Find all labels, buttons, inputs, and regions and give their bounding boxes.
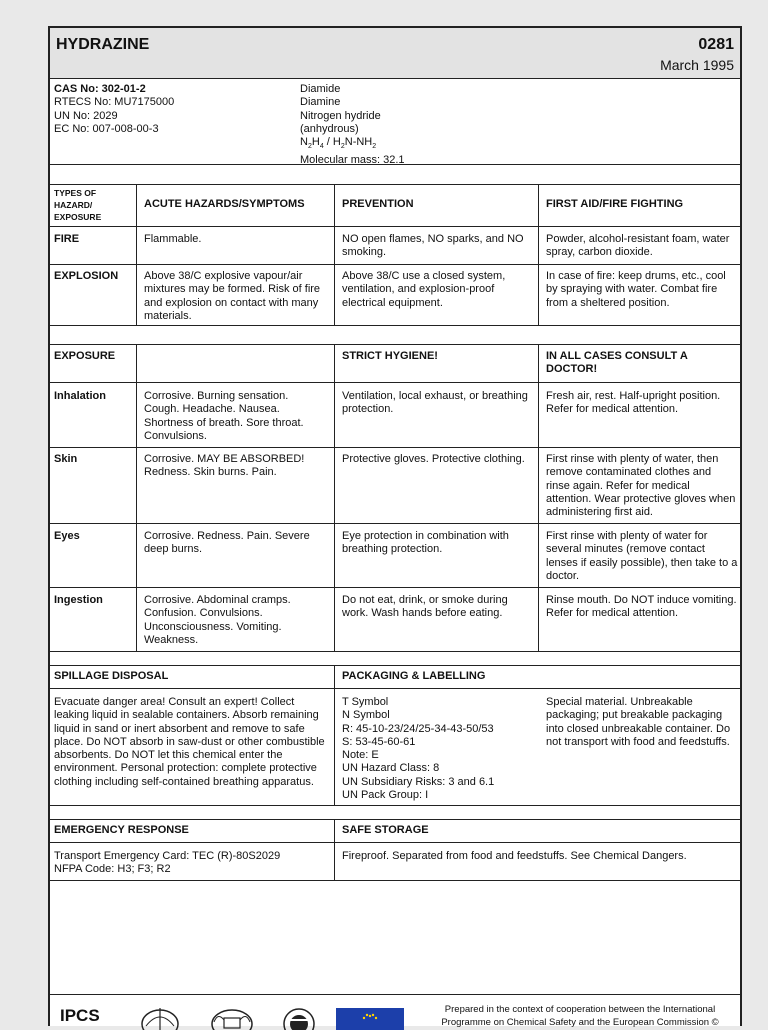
ec-number: EC No: 007-008-00-3 [54,122,159,135]
chemical-formula: $N_2H_4 / H_2N-NH_2$ [300,136,377,151]
card-date: March 1995 [660,57,734,73]
packaging-line: N Symbol [342,709,390,722]
storage-header: SAFE STORAGE [342,824,429,836]
cas-number: CAS No: 302-01-2 [54,83,146,95]
ipcs-logo-text: IPCS [60,1006,100,1025]
nfpa-code: NFPA Code: H3; F3; R2 [54,863,171,876]
fire-prevention: NO open flames, NO sparks, and NO smoking. [342,233,524,259]
divider [50,587,740,588]
exposure-header: EXPOSURE [54,350,116,362]
eu-flag-icon [336,1008,404,1030]
emergency-header: EMERGENCY RESPONSE [54,824,189,836]
prepared-statement: Prepared in the context of cooperation between the International Programme on Chemical Safety and the European Commission © [441,1004,719,1028]
skin-first-aid: First rinse with plenty of water, then remove contaminated clothes and rinse again. Refer for medical attention. Wear protective gloves when administering first aid. [546,453,736,519]
column-rule [334,344,335,651]
column-rule [334,665,335,805]
ingestion-acute: Corrosive. Abdominal cramps. Confusion. Convulsions. Unconsciousness. Vomiting. Weakness. [144,594,291,646]
divider [50,880,740,881]
card-header [50,28,740,79]
column-header-prevention: PREVENTION [342,198,414,210]
spillage-header: SPILLAGE DISPOSAL [54,670,169,682]
divider [50,665,740,666]
divider [50,805,740,806]
divider [50,994,740,995]
strict-hygiene-header: STRICT HYGIENE! [342,350,438,362]
divider [50,819,740,820]
divider [50,325,740,326]
column-rule [136,184,137,325]
packaging-line: UN Subsidiary Risks: 3 and 6.1 [342,775,495,788]
ilo-emblem-icon [208,1004,256,1030]
fire-first-aid: Powder, alcohol-resistant foam, water spray, carbon dioxide. [546,233,730,259]
column-rule [538,344,539,651]
explosion-prevention: Above 38/C use a closed system, ventilation, and explosion-proof electrical equipment. [342,270,506,309]
spillage-text: Evacuate danger area! Consult an expert! Collect leaking liquid in sealable containers. Absorb remaining liquid in sand or inert absorbent and remove to safe place. Do NOT absorb in saw-dust or other combustible absorbents. Do NOT let this chemical enter the environment. Personal protection: complete protective clothing including self-contained breathing apparatus. [54,696,325,788]
synonym: Diamide [300,83,341,95]
un-number: UN No: 2029 [54,109,118,122]
emergency-text [54,850,280,877]
packaging-notes: Special material. Unbreakable packaging; put breakable packaging into closed unbreakable container. Do not transport with food and feedstuffs. [546,696,731,748]
packaging-line: Note: E [342,749,379,762]
divider [50,842,740,843]
molecular-mass: Molecular mass: 32.1 [300,153,405,166]
chemical-safety-card [48,26,742,1026]
packaging-line: T Symbol [342,696,389,708]
divider [50,344,740,345]
column-header-hazard-type: TYPES OF HAZARD/ EXPOSURE [54,188,102,222]
inhalation-acute: Corrosive. Burning sensation. Cough. Headache. Nausea. Shortness of breath. Sore throat. Convulsions. [144,390,304,442]
divider [50,651,740,652]
unep-emblem-icon [276,1004,322,1030]
row-label-explosion: EXPLOSION [54,270,119,282]
synonyms-block [300,83,405,167]
packaging-line: S: 53-45-60-61 [342,735,416,748]
consult-doctor-header: IN ALL CASES CONSULT A DOCTOR! [546,350,688,376]
transport-card: Transport Emergency Card: TEC (R)-80S2029 [54,850,281,862]
packaging-line: UN Pack Group: I [342,789,429,802]
synonym: (anhydrous) [300,122,359,135]
explosion-acute: Above 38/C explosive vapour/air mixtures may be formed. Risk of fire and explosion on contact with many materials. [144,270,321,322]
eyes-acute: Corrosive. Redness. Pain. Severe deep burns. [144,530,310,556]
packaging-lines [342,696,494,802]
divider [50,184,740,185]
row-label-fire: FIRE [54,233,80,245]
identifiers-block [54,83,174,136]
ingestion-prevention: Do not eat, drink, or smoke during work. Wash hands before eating. [342,594,508,620]
ingestion-first-aid: Rinse mouth. Do NOT induce vomiting. Refer for medical attention. [546,594,737,620]
divider [50,523,740,524]
column-rule [538,184,539,325]
inhalation-first-aid: Fresh air, rest. Half-upright position. Refer for medical attention. [546,390,721,416]
synonym: Diamine [300,96,341,109]
packaging-line: UN Hazard Class: 8 [342,762,440,775]
explosion-first-aid: In case of fire: keep drums, etc., cool by spraying with water. Combat fire from a sheltered position. [546,270,726,309]
storage-text: Fireproof. Separated from food and feedstuffs. See Chemical Dangers. [342,850,687,862]
fire-acute: Flammable. [144,233,202,245]
rtecs-number: RTECS No: MU7175000 [54,96,175,109]
card-number: 0281 [698,36,734,53]
column-header-acute: ACUTE HAZARDS/SYMPTOMS [144,198,305,210]
column-rule [334,819,335,880]
synonym: Nitrogen hydride [300,109,381,122]
divider [50,226,740,227]
chemical-name: HYDRAZINE [56,36,150,53]
column-rule [136,344,137,651]
who-emblem-icon [138,1004,182,1030]
skin-prevention: Protective gloves. Protective clothing. [342,453,525,465]
skin-acute: Corrosive. MAY BE ABSORBED! Redness. Skin burns. Pain. [144,453,305,479]
eyes-prevention: Eye protection in combination with breathing protection. [342,530,509,556]
packaging-line: R: 45-10-23/24/25-34-43-50/53 [342,722,494,735]
column-rule [334,184,335,325]
inhalation-prevention: Ventilation, local exhaust, or breathing protection. [342,390,528,416]
eyes-first-aid: First rinse with plenty of water for several minutes (remove contact lenses if easily possible), then take to a doctor. [546,530,738,582]
divider [50,382,740,383]
packaging-header: PACKAGING & LABELLING [342,670,486,682]
row-label-inhalation: Inhalation [54,390,106,402]
divider [50,264,740,265]
row-label-skin: Skin [54,453,78,465]
divider [50,447,740,448]
row-label-eyes: Eyes [54,530,80,542]
column-header-first-aid: FIRST AID/FIRE FIGHTING [546,198,684,210]
row-label-ingestion: Ingestion [54,594,103,606]
divider [50,688,740,689]
divider [50,164,740,165]
